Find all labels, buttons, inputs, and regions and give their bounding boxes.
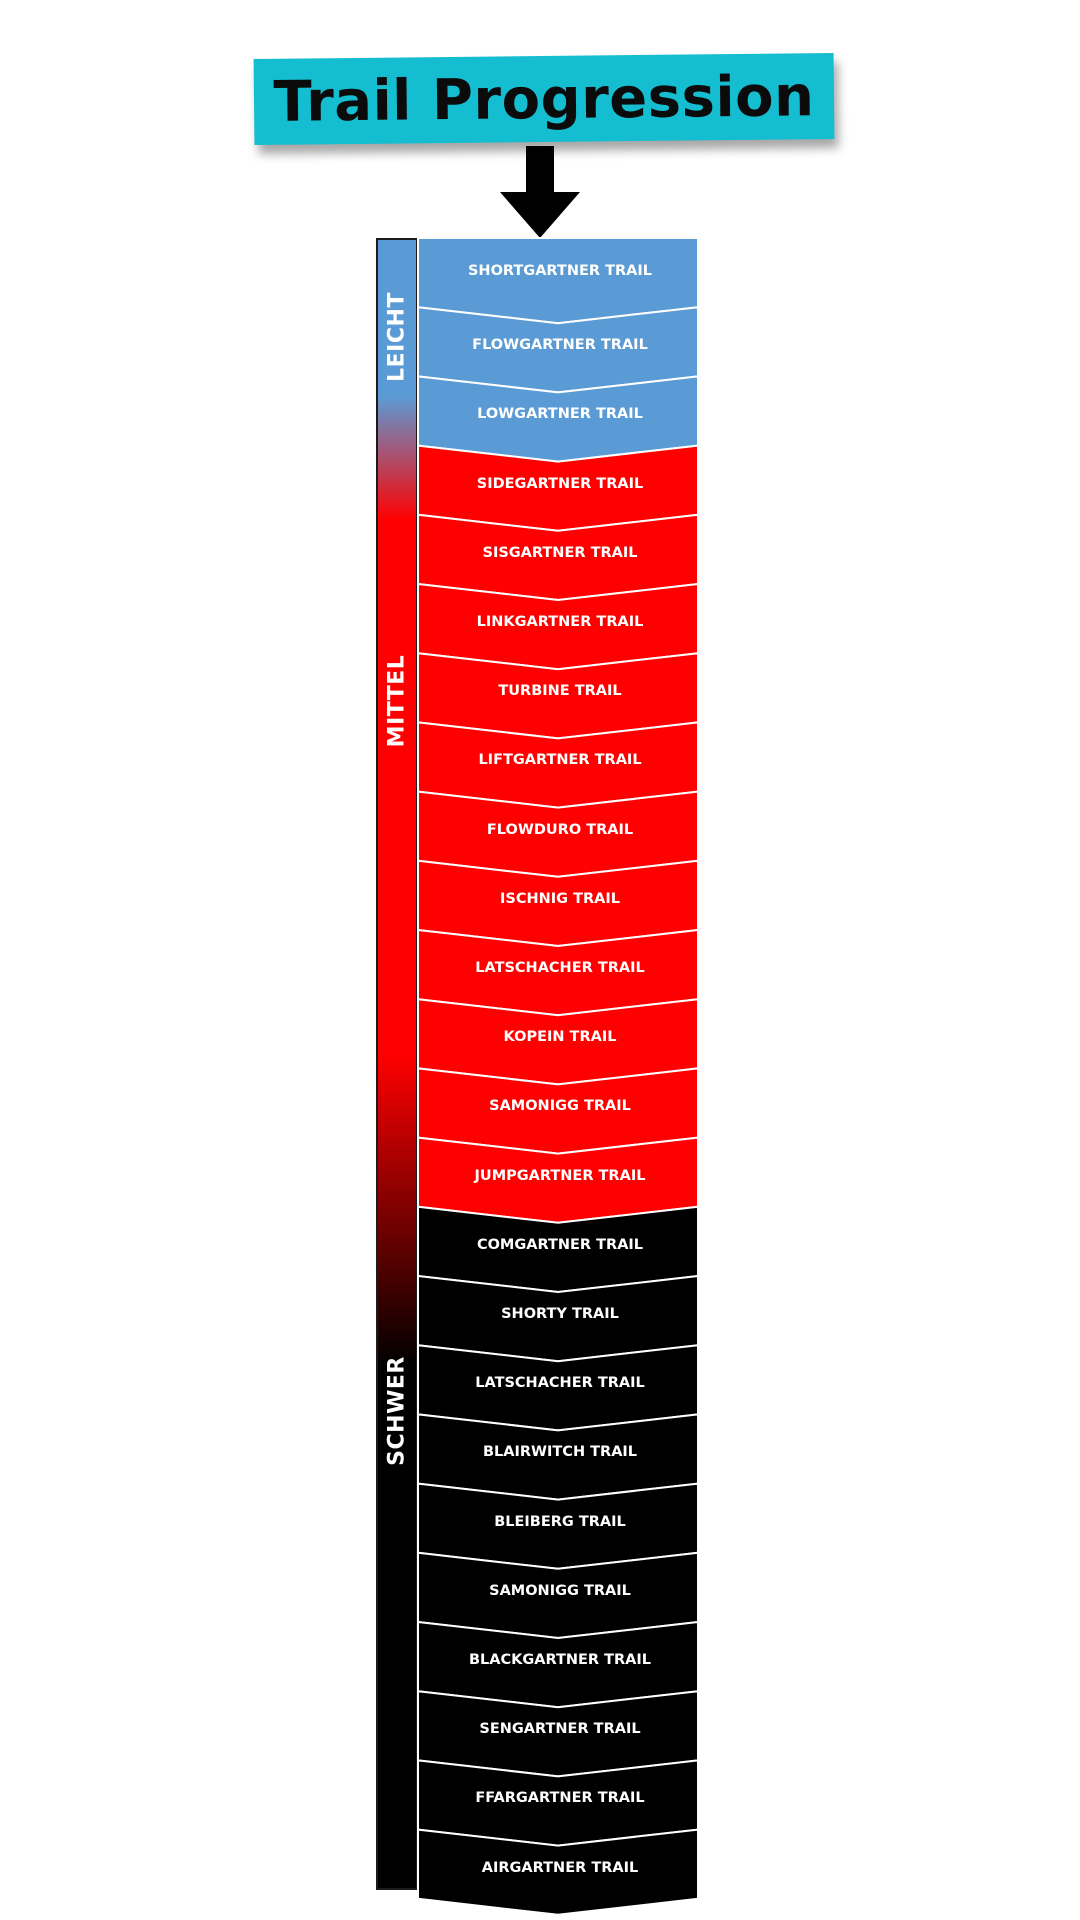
trail-label: FLOWDURO TRAIL bbox=[486, 821, 634, 838]
trail-label: SIDEGARTNER TRAIL bbox=[476, 475, 644, 492]
trail-label: LATSCHACHER TRAIL bbox=[475, 960, 645, 977]
trail-label: KOPEIN TRAIL bbox=[503, 1029, 617, 1046]
trail-label: SHORTY TRAIL bbox=[501, 1306, 619, 1323]
trail-label: TURBINE TRAIL bbox=[498, 683, 622, 700]
trail-label: LIFTGARTNER TRAIL bbox=[478, 752, 642, 769]
trail-label: BLAIRWITCH TRAIL bbox=[482, 1444, 638, 1461]
level-label-schwer: SCHWER bbox=[384, 1356, 410, 1466]
down-arrow-shape bbox=[500, 146, 580, 238]
trail-label: BLACKGARTNER TRAIL bbox=[468, 1652, 652, 1669]
down-arrow-icon bbox=[500, 146, 580, 240]
trail-label: LINKGARTNER TRAIL bbox=[476, 614, 644, 631]
trail-label: SHORTGARTNER TRAIL bbox=[467, 263, 652, 280]
trail-label: LOWGARTNER TRAIL bbox=[477, 406, 643, 423]
trail-label: FFARGARTNER TRAIL bbox=[475, 1790, 645, 1807]
title-banner bbox=[254, 53, 835, 145]
trail-label: JUMPGARTNER TRAIL bbox=[474, 1167, 646, 1184]
trail-label: BLEIBERG TRAIL bbox=[494, 1513, 626, 1530]
trail-label: LATSCHACHER TRAIL bbox=[475, 1375, 645, 1392]
trail-list bbox=[418, 238, 698, 1920]
trail-label: SAMONIGG TRAIL bbox=[489, 1582, 631, 1599]
trail-label: SENGARTNER TRAIL bbox=[479, 1721, 641, 1738]
page-title: Trail Progression bbox=[273, 63, 815, 135]
difficulty-level-bar bbox=[376, 238, 418, 1890]
trail-label: COMGARTNER TRAIL bbox=[476, 1236, 644, 1253]
trail-label: FLOWGARTNER TRAIL bbox=[472, 337, 648, 354]
trail-label: ISCHNIG TRAIL bbox=[499, 890, 620, 907]
trail-label: SAMONIGG TRAIL bbox=[489, 1098, 631, 1115]
trail-label: SISGARTNER TRAIL bbox=[482, 544, 638, 561]
level-label-mittel: MITTEL bbox=[384, 654, 410, 747]
level-label-leicht: LEICHT bbox=[384, 292, 410, 383]
trail-segment bbox=[418, 238, 698, 323]
trail-label: AIRGARTNER TRAIL bbox=[481, 1859, 639, 1876]
